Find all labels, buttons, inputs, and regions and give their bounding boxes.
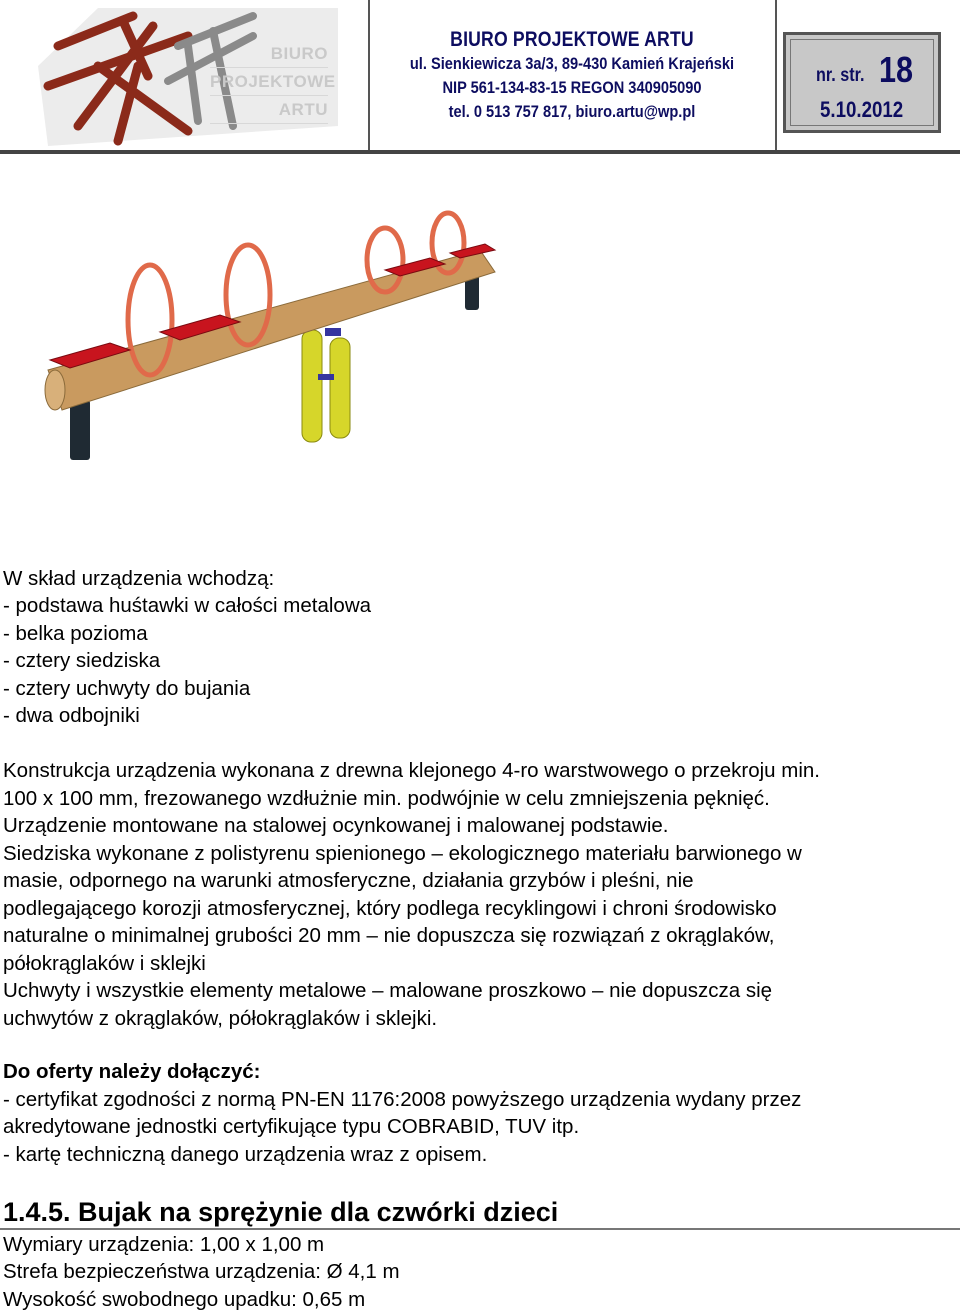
- page-date: 5.10.2012: [820, 97, 904, 122]
- support-post: [330, 338, 350, 438]
- description-line: Konstrukcja urządzenia wykonana z drewna klejonego 4-ro warstwowego o przekroju min.: [3, 759, 820, 782]
- section-title: 1.4.5. Bujak na sprężynie dla czwórki dzieci: [3, 1197, 559, 1227]
- seesaw-illustration: [40, 210, 510, 480]
- description-line: Uchwyty i wszystkie elementy metalowe – malowane proszkowo – nie dopuszcza się: [3, 979, 773, 1002]
- pivot: [325, 328, 341, 336]
- page-number: 18: [879, 49, 914, 90]
- page-number-box: [783, 32, 941, 133]
- support-post: [302, 330, 322, 442]
- company-name: BIURO PROJEKTOWE ARTU: [450, 28, 694, 51]
- offer-line: - certyfikat zgodności z normą PN-EN 1176:2008 powyższego urządzenia wydany przez: [3, 1088, 802, 1111]
- description-line: 100 x 100 mm, frezowanego wzdłużnie min. podwójnie w celu zmniejszenia pęknięć.: [3, 787, 770, 810]
- horizontal-beam: [48, 250, 495, 410]
- company-address: ul. Sienkiewicza 3a/3, 89-430 Kamień Krajeński: [409, 54, 735, 73]
- header-divider: [368, 0, 370, 152]
- components-item: - dwa odbojniki: [3, 704, 140, 727]
- section-spec-line: Wysokość swobodnego upadku: 0,65 m: [3, 1288, 366, 1311]
- components-intro: W skład urządzenia wchodzą:: [3, 567, 275, 590]
- header-rule: [0, 150, 960, 154]
- header-divider: [775, 0, 777, 152]
- section-spec-line: Strefa bezpieczeństwa urządzenia: Ø 4,1 m: [3, 1260, 400, 1283]
- page-header: [0, 0, 960, 156]
- offer-line: akredytowane jednostki certyfikujące typu COBRABID, TUV itp.: [3, 1115, 580, 1138]
- description-line: naturalne o minimalnej grubości 20 mm – nie dopuszcza się rozwiązań z okrąglaków,: [3, 924, 775, 947]
- description-line: półokrąglaków i sklejki: [3, 952, 206, 975]
- offer-heading: Do oferty należy dołączyć:: [3, 1060, 261, 1083]
- components-item: - cztery siedziska: [3, 649, 161, 672]
- offer-line: - kartę techniczną danego urządzenia wraz z opisem.: [3, 1143, 488, 1166]
- components-item: - belka pozioma: [3, 622, 148, 645]
- logo-text: [210, 40, 336, 124]
- logo-line-artu: ARTU: [210, 96, 328, 124]
- description-line: masie, odpornego na warunki atmosferyczne, działania grzybów i pleśni, nie: [3, 869, 694, 892]
- company-contact[interactable]: tel. 0 513 757 817, biuro.artu@wp.pl: [448, 102, 696, 121]
- description-line: podlegającego korozji atmosferycznej, który podlega recyklingowi i chroni środowisko: [3, 897, 777, 920]
- company-info: [372, 28, 772, 124]
- logo-line-projektowe: PROJEKTOWE: [210, 68, 328, 96]
- section-rule: [0, 1228, 960, 1230]
- section-spec-line: Wymiary urządzenia: 1,00 x 1,00 m: [3, 1233, 325, 1256]
- logo-line-biuro: BIURO: [210, 40, 328, 68]
- description-line: Siedziska wykonane z polistyrenu spienionego – ekologicznego materiału barwionego w: [3, 842, 802, 865]
- post-connector: [318, 374, 334, 380]
- company-nip-regon: NIP 561-134-83-15 REGON 340905090: [442, 78, 702, 97]
- description-line: Urządzenie montowane na stalowej ocynkowanej i malowanej podstawie.: [3, 814, 669, 837]
- description-line: uchwytów z okrąglaków, półokrąglaków i sklejki.: [3, 1007, 438, 1030]
- components-item: - cztery uchwyty do bujania: [3, 677, 251, 700]
- components-item: - podstawa huśtawki w całości metalowa: [3, 594, 372, 617]
- left-leg: [70, 400, 90, 460]
- page-label: nr. str.: [816, 65, 865, 86]
